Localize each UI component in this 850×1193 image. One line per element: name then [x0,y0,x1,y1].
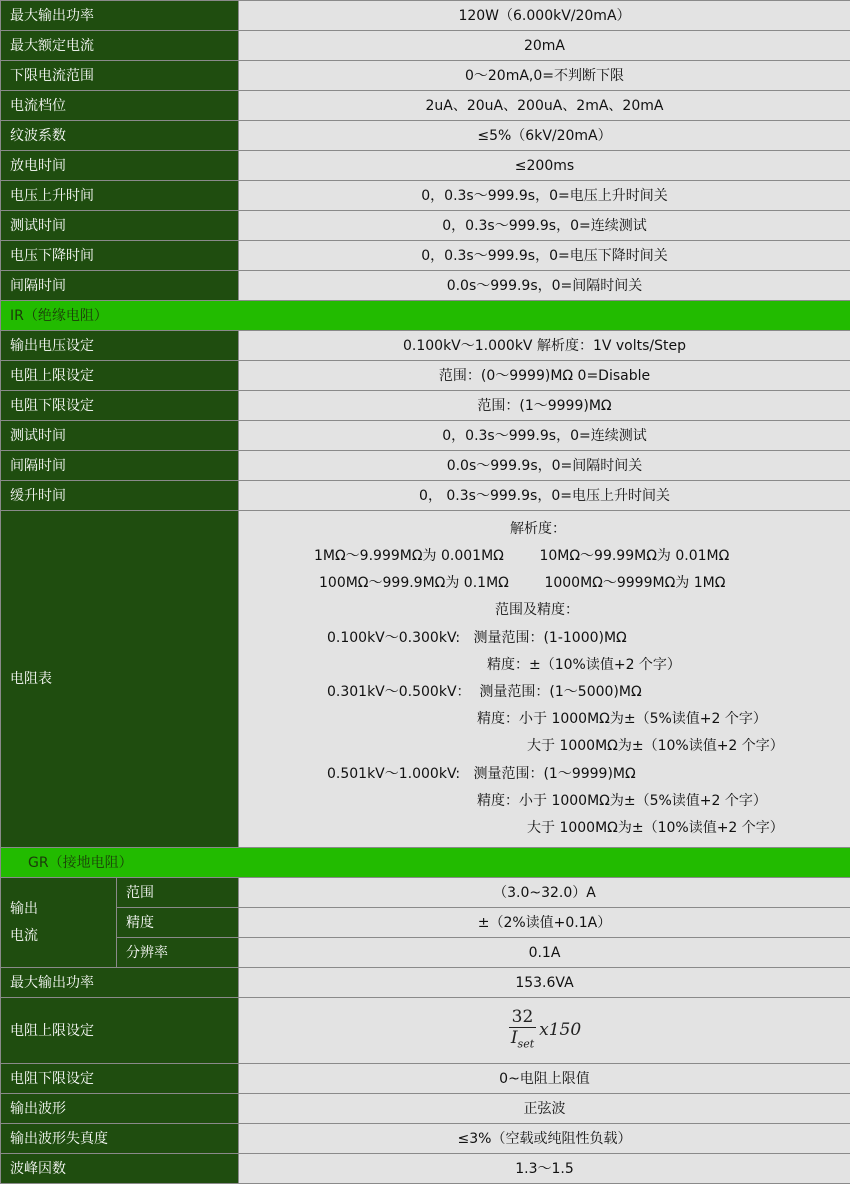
hv-spec-row [1,241,850,271]
ir-spec-row [1,481,850,511]
gr-spec-row [1,1154,850,1184]
meter-label: 电阻表 [1,511,239,848]
formula [508,1007,581,1054]
spec-value: 120W（6.000kV/20mA） [239,1,850,31]
spec-value: 1.3～1.5 [239,1154,850,1184]
meter-line: 精度：小于 1000MΩ为±（5%读值+2 个字） [477,792,767,809]
spec-value: 0.0s～999.9s，0=间隔时间关 [239,271,850,301]
spec-label: 电阻上限设定 [1,998,239,1064]
spec-value: 0，0.3s～999.9s，0=连续测试 [239,211,850,241]
spec-label: 下限电流范围 [1,61,239,91]
spec-label: 波峰因数 [1,1154,239,1184]
spec-value: ≤200ms [239,151,850,181]
ir-spec-row [1,391,850,421]
spec-label: 电阻下限设定 [1,391,239,421]
meter-line: 0.501kV～1.000kV: 测量范围：(1～9999)MΩ [327,765,636,782]
spec-value: 范围：(0～9999)MΩ 0=Disable [239,361,850,391]
hv-spec-row [1,1,850,31]
spec-label: 电流档位 [1,91,239,121]
meter-line: 范围及精度： [495,602,579,619]
formula-subscript: set [517,1037,535,1051]
spec-value: 正弦波 [239,1094,850,1124]
spec-value: 0， 0.3s～999.9s，0=电压上升时间关 [239,481,850,511]
spec-sublabel: 范围 [117,878,239,908]
spec-value: 2uA、20uA、200uA、2mA、20mA [239,91,850,121]
meter-line: 0.301kV～0.500kV： 测量范围：(1～5000)MΩ [327,684,642,700]
spec-label: 间隔时间 [1,451,239,481]
spec-label: 纹波系数 [1,121,239,151]
ir-meter-row [1,511,850,848]
spec-sublabel: 精度 [117,908,239,938]
spec-value: 153.6VA [239,968,850,998]
spec-value: 范围：(1～9999)MΩ [239,391,850,421]
ir-spec-row [1,331,850,361]
spec-value: ≤5%（6kV/20mA） [239,121,850,151]
hv-spec-row [1,121,850,151]
gr-section-title: GR（接地电阻） [1,848,850,878]
formula-fraction [508,1007,537,1054]
spec-label: 缓升时间 [1,481,239,511]
spec-label: 测试时间 [1,421,239,451]
spec-label: 间隔时间 [1,271,239,301]
hv-spec-row [1,61,850,91]
gr-spec-row [1,1064,850,1094]
meter-line: 精度：±（10%读值+2 个字） [487,656,681,673]
output-current-label [1,878,117,968]
spec-label: 最大额定电流 [1,31,239,61]
spec-label: 输出电压设定 [1,331,239,361]
upper-limit-formula [239,998,850,1064]
meter-line: 大于 1000MΩ为±（10%读值+2 个字） [527,819,784,836]
formula-denominator [508,1028,537,1054]
spec-label: 电压上升时间 [1,181,239,211]
spec-label: 输出波形 [1,1094,239,1124]
ir-section-title: IR（绝缘电阻） [1,301,850,331]
meter-line: 解析度： [510,520,566,537]
meter-line: 0.100kV～0.300kV: 测量范围：(1-1000)MΩ [327,629,627,646]
output-current-label-line2: 电流 [10,927,38,944]
spec-value: 0~电阻上限值 [239,1064,850,1094]
spec-label: 测试时间 [1,211,239,241]
spec-value: 0.100kV～1.000kV 解析度：1V volts/Step [239,331,850,361]
gr-upper-limit-row [1,998,850,1064]
gr-spec-row [1,1094,850,1124]
spec-value: 0，0.3s～999.9s，0=连续测试 [239,421,850,451]
spec-value: 0.1A [239,938,850,968]
formula-numerator: 32 [509,1007,537,1028]
formula-multiplier: x150 [539,1020,582,1041]
hv-spec-row [1,271,850,301]
spec-value: 20mA [239,31,850,61]
spec-value: （3.0~32.0）A [239,878,850,908]
meter-line: 1MΩ～9.999MΩ为 0.001MΩ 10MΩ～99.99MΩ为 0.01MΩ [314,548,730,565]
spec-label: 最大输出功率 [1,968,239,998]
spec-sublabel: 分辨率 [117,938,239,968]
spec-label: 电阻上限设定 [1,361,239,391]
meter-line: 精度：小于 1000MΩ为±（5%读值+2 个字） [477,711,767,728]
hv-spec-row [1,181,850,211]
spec-value: 0～20mA,0=不判断下限 [239,61,850,91]
spec-label: 电阻下限设定 [1,1064,239,1094]
gr-section-header [1,848,850,878]
spec-label: 放电时间 [1,151,239,181]
ir-spec-row [1,451,850,481]
spec-value: 0.0s～999.9s，0=间隔时间关 [239,451,850,481]
gr-current-row [1,938,850,968]
spec-value: 0，0.3s～999.9s，0=电压上升时间关 [239,181,850,211]
hv-spec-row [1,91,850,121]
hv-spec-row [1,151,850,181]
spec-label: 输出波形失真度 [1,1124,239,1154]
ir-section-header [1,301,850,331]
hv-spec-row [1,31,850,61]
meter-spec-lines [239,511,850,848]
output-current-label-line1: 输出 [10,900,38,917]
ir-spec-row [1,421,850,451]
meter-line: 100MΩ～999.9MΩ为 0.1MΩ 1000MΩ～9999MΩ为 1MΩ [319,575,726,592]
spec-label: 电压下降时间 [1,241,239,271]
spec-value: ≤3%（空载或纯阻性负载） [239,1124,850,1154]
gr-current-row [1,878,850,908]
gr-spec-row [1,1124,850,1154]
formula-denominator-symbol: I [510,1027,518,1048]
gr-max-power-row [1,968,850,998]
spec-value: ±（2%读值+0.1A） [239,908,850,938]
meter-line: 大于 1000MΩ为±（10%读值+2 个字） [527,738,784,755]
spec-value: 0，0.3s～999.9s，0=电压下降时间关 [239,241,850,271]
spec-label: 最大输出功率 [1,1,239,31]
gr-current-row [1,908,850,938]
ir-spec-row [1,361,850,391]
hv-spec-row [1,211,850,241]
spec-table-body [1,1,850,1184]
